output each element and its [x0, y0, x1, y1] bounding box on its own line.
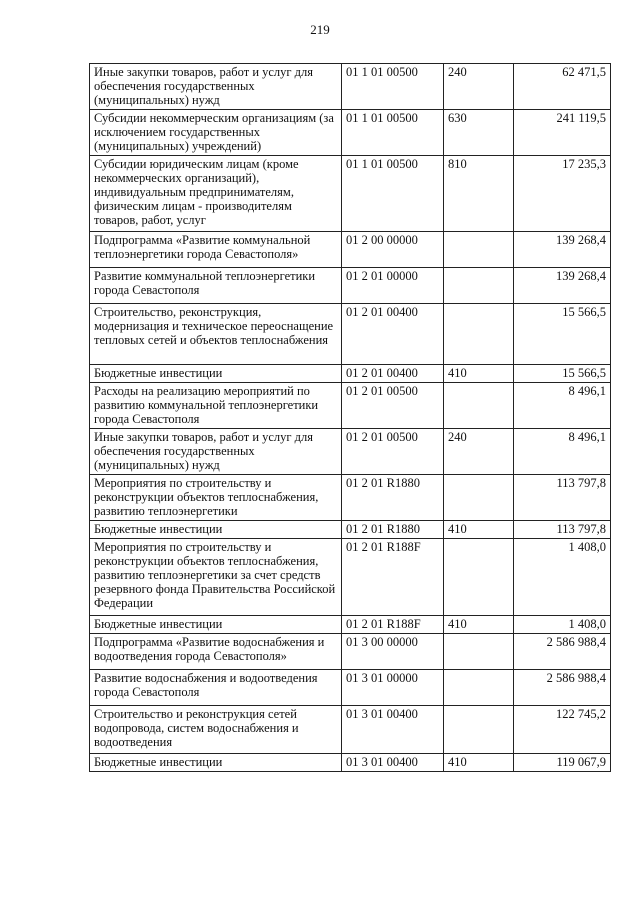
row-amount-cell: 1 408,0 [514, 539, 611, 616]
table-row [90, 232, 611, 268]
row-amount-cell: 15 566,5 [514, 365, 611, 383]
table-row [90, 383, 611, 429]
table-row [90, 110, 611, 156]
row-type-cell: 410 [444, 365, 514, 383]
row-name-cell: Мероприятия по строительству и реконструкции объектов теплоснабжения, развитию теплоэнергетики за счет средств резервного фонда Правительства Российской Федерации [90, 539, 342, 616]
row-amount-cell: 122 745,2 [514, 706, 611, 754]
row-amount-cell: 2 586 988,4 [514, 670, 611, 706]
row-code-cell: 01 2 00 00000 [342, 232, 444, 268]
row-type-cell [444, 670, 514, 706]
row-name-cell: Иные закупки товаров, работ и услуг для обеспечения государственных (муниципальных) нужд [90, 64, 342, 110]
row-code-cell: 01 2 01 R188F [342, 616, 444, 634]
row-type-cell: 410 [444, 521, 514, 539]
row-name-cell: Бюджетные инвестиции [90, 616, 342, 634]
table-row [90, 521, 611, 539]
row-code-cell: 01 3 01 00400 [342, 754, 444, 772]
row-amount-cell: 8 496,1 [514, 383, 611, 429]
row-amount-cell: 241 119,5 [514, 110, 611, 156]
row-name-cell: Бюджетные инвестиции [90, 365, 342, 383]
budget-table [89, 63, 611, 772]
row-name-cell: Мероприятия по строительству и реконструкции объектов теплоснабжения, развитию теплоэнергетики [90, 475, 342, 521]
table-row [90, 670, 611, 706]
row-name-cell: Развитие коммунальной теплоэнергетики города Севастополя [90, 268, 342, 304]
table-row [90, 365, 611, 383]
table-row [90, 304, 611, 365]
row-name-cell: Субсидии юридическим лицам (кроме некоммерческих организаций), индивидуальным предпринимателям, физическим лицам - производителям товаров, работ, услуг [90, 156, 342, 232]
row-type-cell: 240 [444, 64, 514, 110]
row-type-cell [444, 268, 514, 304]
row-type-cell [444, 383, 514, 429]
row-code-cell: 01 2 01 00400 [342, 365, 444, 383]
row-type-cell [444, 304, 514, 365]
row-amount-cell: 8 496,1 [514, 429, 611, 475]
row-code-cell: 01 2 01 00500 [342, 383, 444, 429]
row-amount-cell: 62 471,5 [514, 64, 611, 110]
table-row [90, 634, 611, 670]
row-name-cell: Подпрограмма «Развитие коммунальной теплоэнергетики города Севастополя» [90, 232, 342, 268]
row-code-cell: 01 2 01 R1880 [342, 475, 444, 521]
row-type-cell: 240 [444, 429, 514, 475]
row-amount-cell: 1 408,0 [514, 616, 611, 634]
table-row [90, 706, 611, 754]
row-code-cell: 01 2 01 00000 [342, 268, 444, 304]
row-type-cell: 410 [444, 754, 514, 772]
table-row [90, 539, 611, 616]
row-type-cell [444, 475, 514, 521]
row-code-cell: 01 2 01 R1880 [342, 521, 444, 539]
table-row [90, 429, 611, 475]
row-name-cell: Бюджетные инвестиции [90, 754, 342, 772]
row-name-cell: Субсидии некоммерческим организациям (за исключением государственных (муниципальных) учреждений) [90, 110, 342, 156]
row-type-cell [444, 232, 514, 268]
row-amount-cell: 119 067,9 [514, 754, 611, 772]
row-name-cell: Расходы на реализацию мероприятий по развитию коммунальной теплоэнергетики города Севастополя [90, 383, 342, 429]
row-code-cell: 01 3 01 00000 [342, 670, 444, 706]
table-row [90, 616, 611, 634]
row-code-cell: 01 1 01 00500 [342, 64, 444, 110]
row-type-cell [444, 706, 514, 754]
row-type-cell: 410 [444, 616, 514, 634]
row-amount-cell: 17 235,3 [514, 156, 611, 232]
row-name-cell: Строительство, реконструкция, модернизация и техническое переоснащение тепловых сетей и объектов теплоснабжения [90, 304, 342, 365]
row-code-cell: 01 1 01 00500 [342, 156, 444, 232]
page-number: 219 [310, 22, 330, 37]
row-name-cell: Иные закупки товаров, работ и услуг для обеспечения государственных (муниципальных) нужд [90, 429, 342, 475]
table-row [90, 475, 611, 521]
row-type-cell: 630 [444, 110, 514, 156]
row-name-cell: Подпрограмма «Развитие водоснабжения и водоотведения города Севастополя» [90, 634, 342, 670]
row-code-cell: 01 3 01 00400 [342, 706, 444, 754]
table-row [90, 156, 611, 232]
row-code-cell: 01 2 01 00500 [342, 429, 444, 475]
row-code-cell: 01 3 00 00000 [342, 634, 444, 670]
row-amount-cell: 2 586 988,4 [514, 634, 611, 670]
row-name-cell: Бюджетные инвестиции [90, 521, 342, 539]
row-code-cell: 01 1 01 00500 [342, 110, 444, 156]
row-name-cell: Строительство и реконструкция сетей водопровода, систем водоснабжения и водоотведения [90, 706, 342, 754]
row-amount-cell: 15 566,5 [514, 304, 611, 365]
row-code-cell: 01 2 01 R188F [342, 539, 444, 616]
row-type-cell [444, 539, 514, 616]
table-row [90, 64, 611, 110]
row-type-cell [444, 634, 514, 670]
row-name-cell: Развитие водоснабжения и водоотведения города Севастополя [90, 670, 342, 706]
row-type-cell: 810 [444, 156, 514, 232]
row-amount-cell: 113 797,8 [514, 521, 611, 539]
table-row [90, 268, 611, 304]
budget-table-body [90, 64, 611, 772]
row-amount-cell: 139 268,4 [514, 232, 611, 268]
row-amount-cell: 113 797,8 [514, 475, 611, 521]
row-amount-cell: 139 268,4 [514, 268, 611, 304]
table-row [90, 754, 611, 772]
row-code-cell: 01 2 01 00400 [342, 304, 444, 365]
